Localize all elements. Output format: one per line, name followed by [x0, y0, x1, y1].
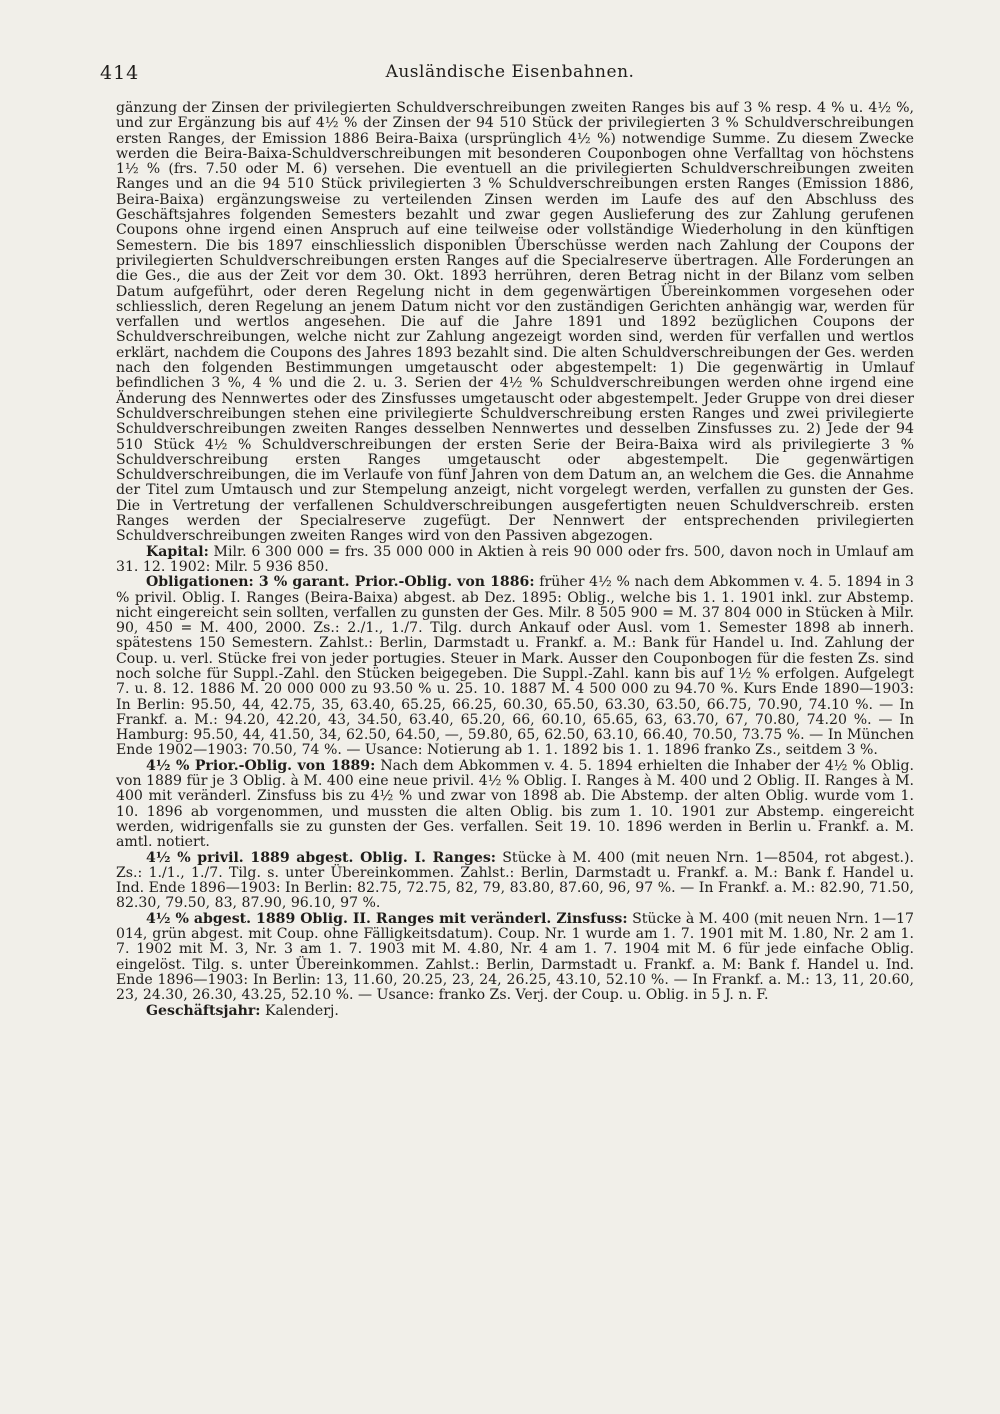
- paragraph-oblig-ranges-1: [116, 851, 914, 912]
- paragraph-continuation: [116, 101, 914, 545]
- paragraph-text: Milr. 6 300 000 = frs. 35 000 000 in Aktien à reis 90 000 oder frs. 500, davon noch in Umlauf am 31. 12. 1902: Milr. 5 936 850.: [116, 543, 914, 575]
- paragraph-prior-oblig-1889: [116, 759, 914, 851]
- paragraph-label: 4½ % abgest. 1889 Oblig. II. Ranges mit veränderl. Zinsfuss:: [146, 910, 628, 927]
- paragraph-label: Obligationen: 3 % garant. Prior.-Oblig. von 1886:: [146, 574, 535, 591]
- paragraph-label: Kapital:: [146, 543, 209, 560]
- running-title: Ausländische Eisenbahnen.: [385, 62, 635, 82]
- page-number: 414: [100, 62, 140, 84]
- paragraph-text: Kalenderj.: [265, 1002, 339, 1019]
- paragraph-oblig-ranges-2: [116, 912, 914, 1004]
- paragraph-text: Stücke à M. 400 (mit neuen Nrn. 1—17 014, grün abgest. mit Coup. ohne Fälligkeitsdatum). Coup. Nr. 1 wurde am 1. 7. 1901 mit M. 1.80, Nr. 2 am 1. 7. 1902 mit M. 3, Nr. 3 am 1. 7. 1903 mit M. 4.80, Nr. 4 am 1. 7. 1904 mit M. 6 für jede einfache Oblig. eingelöst. Tilg. s. unter Übereinkommen. Zahlst.: Berlin, Darmstadt u. Frankf. a. M: Bank f. Handel u. Ind. Ende 1896—1903: In Berlin: 13, 11.60, 20.25, 23, 24, 26.25, 43.10, 52.10 %. — In Frankf. a. M.: 13, 11, 20.60, 23, 24.30, 26.30, 43.25, 52.10 %. — Usance: franko Zs. Verj. der Coup. u. Oblig. in 5 J. n. F.: [116, 910, 915, 1004]
- paragraph-label: Geschäftsjahr:: [146, 1002, 261, 1019]
- paragraph-geschaeftsjahr: [116, 1004, 914, 1019]
- paragraph-text: früher 4½ % nach dem Abkommen v. 4. 5. 1894 in 3 % privil. Oblig. I. Ranges (Beira-Baixa) abgest. ab Dez. 1895: Oblig., welche bis 1. 1. 1901 inkl. zur Abstemp. nicht eingereicht sein sollten, verfallen zu gunsten der Ges. Milr. 8 505 900 = M. 37 804 000 in Stücken à Milr. 90, 450 = M. 400, 2000. Zs.: 2./1., 1./7. Tilg. durch Ankauf oder Ausl. vom 1. Semester 1898 ab innerh. spätestens 150 Semestern. Zahlst.: Berlin, Darmstadt u. Frankf. a. M.: Bank für Handel u. Ind. Zahlung der Coup. u. verl. Stücke frei von jeder portugies. Steuer in Mark. Ausser den Couponbogen für die festen Zs. sind noch solche für Suppl.-Zahl. den Stücken beigegeben. Die Suppl.-Zahl. kann bis auf 1½ % erfolgen. Aufgelegt 7. u. 8. 12. 1886 M. 20 000 000 zu 93.50 % u. 25. 10. 1887 M. 4 500 000 zu 94.70 %. Kurs Ende 1890—1903: In Berlin: 95.50, 44, 42.75, 35, 63.40, 65.25, 66.25, 60.30, 65.50, 63.30, 63.50, 66.75, 70.90, 74.10 %. — In Frankf. a. M.: 94.20, 42.20, 43, 34.50, 63.40, 65.20, 66, 60.10, 65.65, 63, 63.70, 67, 70.80, 74.20 %. — In Hamburg: 95.50, 44, 41.50, 34, 62.50, 64.50, —, 59.80, 65, 62.50, 63.10, 66.40, 70.50, 73.75 %. — In München Ende 1902—1903: 70.50, 74 %. — Usance: Notierung ab 1. 1. 1892 bis 1. 1. 1896 franko Zs., seitdem 3 %.: [116, 574, 914, 759]
- page-header: [100, 62, 920, 86]
- paragraph-text: Stücke à M. 400 (mit neuen Nrn. 1—8504, rot abgest.). Zs.: 1./1., 1./7. Tilg. s. unter Übereinkommen. Zahlst.: Berlin, Darmstadt u. Frankf. a. M.: Bank f. Handel u. Ind. Ende 1896—1903: In Berlin: 82.75, 72.75, 82, 79, 83.80, 87.60, 96, 97 %. — In Frankf. a. M.: 82.90, 71.50, 82.30, 79.50, 83, 87.90, 96.10, 97 %.: [116, 849, 914, 912]
- body-text: [116, 101, 914, 1019]
- paragraph-text: Nach dem Abkommen v. 4. 5. 1894 erhielten die Inhaber der 4½ % Oblig. von 1889 für je 3 Oblig. à M. 400 eine neue privil. 4½ % Oblig. I. Ranges à M. 400 und 2 Oblig. II. Ranges à M. 400 mit veränderl. Zinsfuss bis zu 4½ % und zwar von 1898 ab. Die Abstemp. der alten Oblig. wurde vom 1. 10. 1896 ab vorgenommen, und mussten die alten Oblig. bis zum 1. 10. 1901 zur Abstemp. eingereicht werden, widrigenfalls sie zu gunsten der Ges. verfallen. Seit 19. 10. 1896 werden in Berlin u. Frankf. a. M. amtl. notiert.: [116, 757, 914, 851]
- paragraph-obligationen-1886: [116, 575, 914, 759]
- paragraph-kapital: [116, 545, 914, 576]
- paragraph-label: 4½ % Prior.-Oblig. von 1889:: [146, 757, 376, 774]
- paragraph-label: 4½ % privil. 1889 abgest. Oblig. I. Ranges:: [146, 849, 496, 866]
- paragraph-text: gänzung der Zinsen der privilegierten Schuldverschreibungen zweiten Ranges bis auf 3 % resp. 4 % u. 4½ %, und zur Ergänzung bis auf 4½ % der Zinsen der 94 510 Stück der privilegierten 3 % Schuldverschreibungen ersten Ranges, der Emission 1886 Beira-Baixa (ursprünglich 4½ %) notwendige Summe. Zu diesem Zwecke werden die Beira-Baixa-Schuldverschreibungen mit besonderen Couponbogen ohne Verfalltag von höchstens 1½ % (frs. 7.50 oder M. 6) versehen. Die eventuell an die privilegierten Schuldverschreibungen zweiten Ranges und an die 94 510 Stück privilegierten 3 % Schuldverschreibungen ersten Ranges (Emission 1886, Beira-Baixa) ergänzungsweise zu verteilenden Zinsen werden im Laufe des auf den Abschluss des Geschäftsjahres folgenden Semesters bezahlt und zwar gegen Auslieferung des zur Zahlung gerufenen Coupons ohne irgend einen Anspruch auf eine teilweise oder vollständige Wiederholung in den künftigen Semestern. Die bis 1897 einschliesslich disponiblen Überschüsse werden nach Zahlung der Coupons der privilegierten Schuldverschreibungen ersten Ranges auf die Specialreserve übertragen. Alle Forderungen an die Ges., die aus der Zeit vor dem 30. Okt. 1893 herrühren, deren Betrag nicht in der Bilanz vom selben Datum aufgeführt, oder deren Regelung nicht in dem gegenwärtigen Übereinkommen vorgesehen oder schliesslich, deren Regelung an jenem Datum nicht vor den zuständigen Gerichten anhängig war, werden für verfallen und wertlos angesehen. Die auf die Jahre 1891 und 1892 bezüglichen Coupons der Schuldverschreibungen, welche nicht zur Zahlung angezeigt worden sind, werden für verfallen und wertlos erklärt, nachdem die Coupons des Jahres 1893 bezahlt sind. Die alten Schuldverschreibungen der Ges. werden nach den folgenden Bestimmungen umgetauscht oder abgestempelt: 1) Die gegenwärtig in Umlauf befindlichen 3 %, 4 % und die 2. u. 3. Serien der 4½ % Schuldverschreibungen werden ohne irgend eine Änderung des Nennwertes oder des Zinsfusses umgetauscht oder abgestempelt. Jeder Gruppe von drei dieser Schuldverschreibungen stehen eine privilegierte Schuldverschreibung ersten Ranges und zwei privilegierte Schuldverschreibungen zweiten Ranges desselben Nennwertes und desselben Zinsfusses zu. 2) Jede der 94 510 Stück 4½ % Schuldverschreibungen der ersten Serie der Beira-Baixa wird als privilegierte 3 % Schuldverschreibung ersten Ranges umgetauscht oder abgestempelt. Die gegenwärtigen Schuldverschreibungen, die im Verlaufe von fünf Jahren von dem Datum an, an welchem die Ges. die Annahme der Titel zum Umtausch und zur Stempelung anzeigt, nicht vorgelegt werden, verfallen zu gunsten der Ges. Die in Vertretung der verfallenen Schuldverschreibungen ausgefertigten neuen Schuldverschreib. ersten Ranges werden der Specialreserve zugefügt. Der Nennwert der entsprechenden privilegierten Schuldverschreibungen zweiten Ranges wird von den Passiven abgezogen.: [116, 100, 914, 545]
